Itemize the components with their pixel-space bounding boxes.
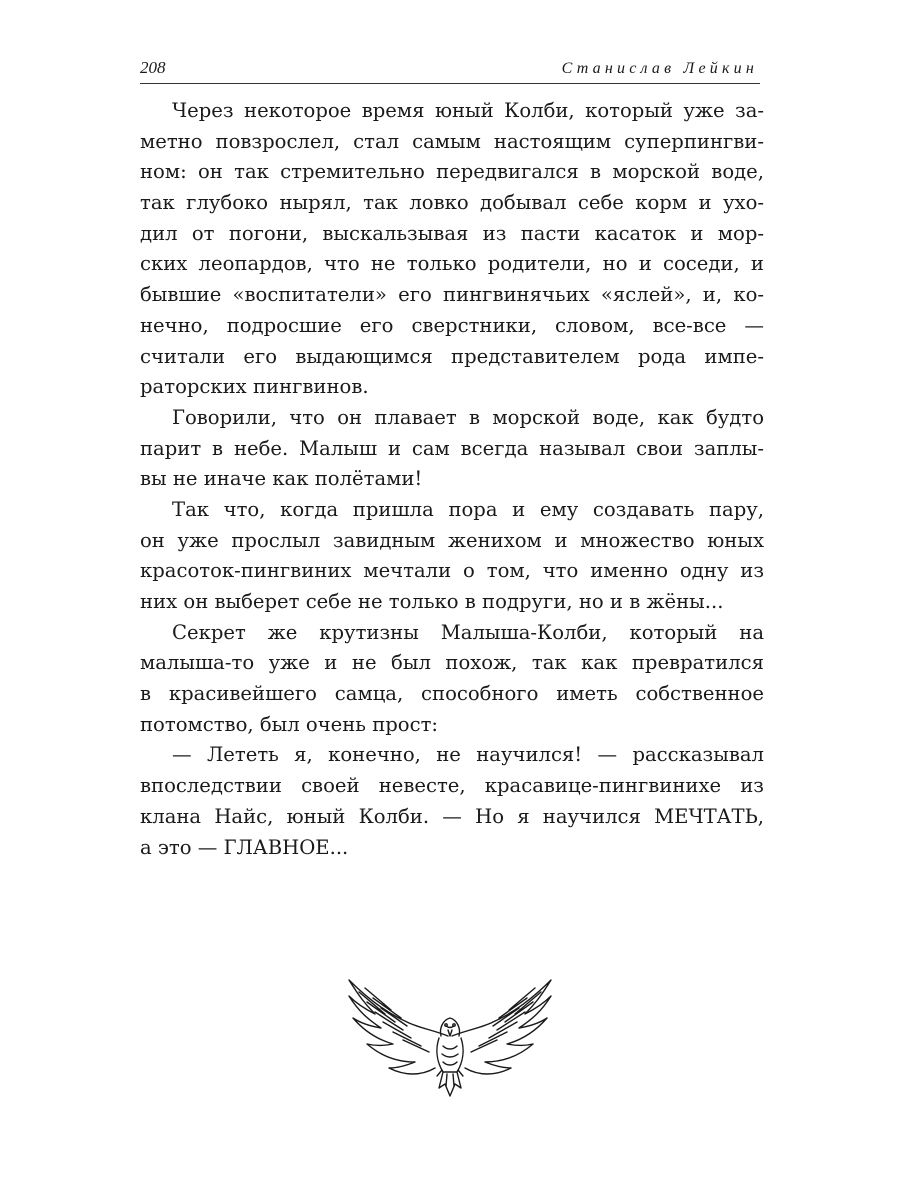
text-line: впоследствии своей невесте, красавице-пингвинихе из (140, 774, 764, 798)
text-line: считали его выдающимся представителем рода импе- (140, 344, 764, 368)
text-line: Секрет же крутизны Малыша-Колби, который на (172, 620, 764, 644)
text-line: — Лететь я, конечно, не научился! — рассказывал (172, 743, 764, 767)
text-line: Так что, когда пришла пора и ему создавать пару, (172, 497, 764, 521)
text-line: в красивейшего самца, способного иметь собственное (140, 682, 764, 706)
text-line: дил от погони, выскальзывая из пасти касаток и мор- (140, 221, 764, 245)
text-line: нечно, подросшие его сверстники, словом, все-все — (140, 313, 764, 337)
text-line: ских леопардов, что не только родители, но и соседи, и (140, 252, 764, 276)
text-line: клана Найс, юный Колби. — Но я научился МЕЧТАТЬ, (140, 804, 764, 828)
text-line: потомство, был очень прост: (140, 712, 439, 736)
text-line: них он выберет себе не только в подруги, но и в жёны... (140, 590, 724, 613)
page-number: 208 (140, 58, 166, 77)
text-line: а это — ГЛАВНОЕ... (140, 835, 349, 859)
text-line: ном: он так стремительно передвигался в морской воде, (140, 160, 764, 184)
text-line: Через некоторое время юный Колби, который уже за- (172, 99, 764, 122)
text-line: Говорили, что он плавает в морской воде, как будто (172, 405, 764, 429)
page-header (140, 58, 760, 82)
text-line: красоток-пингвиних мечтали о том, что именно одну из (140, 559, 764, 583)
running-head-author: Станислав Лейкин (561, 60, 758, 77)
text-line: вы не иначе как полётами! (140, 467, 423, 491)
eagle-icon (345, 970, 555, 1110)
text-line: он уже прослыл завидным женихом и множество юных (140, 528, 764, 552)
text-line: бывшие «воспитатели» его пингвинячьих «яслей», и, ко- (140, 283, 764, 307)
text-line: так глубоко нырял, так ловко добывал себе корм и ухо- (140, 191, 764, 215)
text-line: парит в небе. Малыш и сам всегда называл свои заплы- (140, 436, 764, 460)
text-line: малыша-то уже и не был похож, так как превратился (140, 651, 764, 675)
text-line: метно повзрослел, стал самым настоящим суперпингви- (140, 129, 764, 153)
body-text (140, 96, 764, 863)
header-rule (140, 83, 760, 84)
text-line: раторских пингвинов. (140, 375, 369, 399)
